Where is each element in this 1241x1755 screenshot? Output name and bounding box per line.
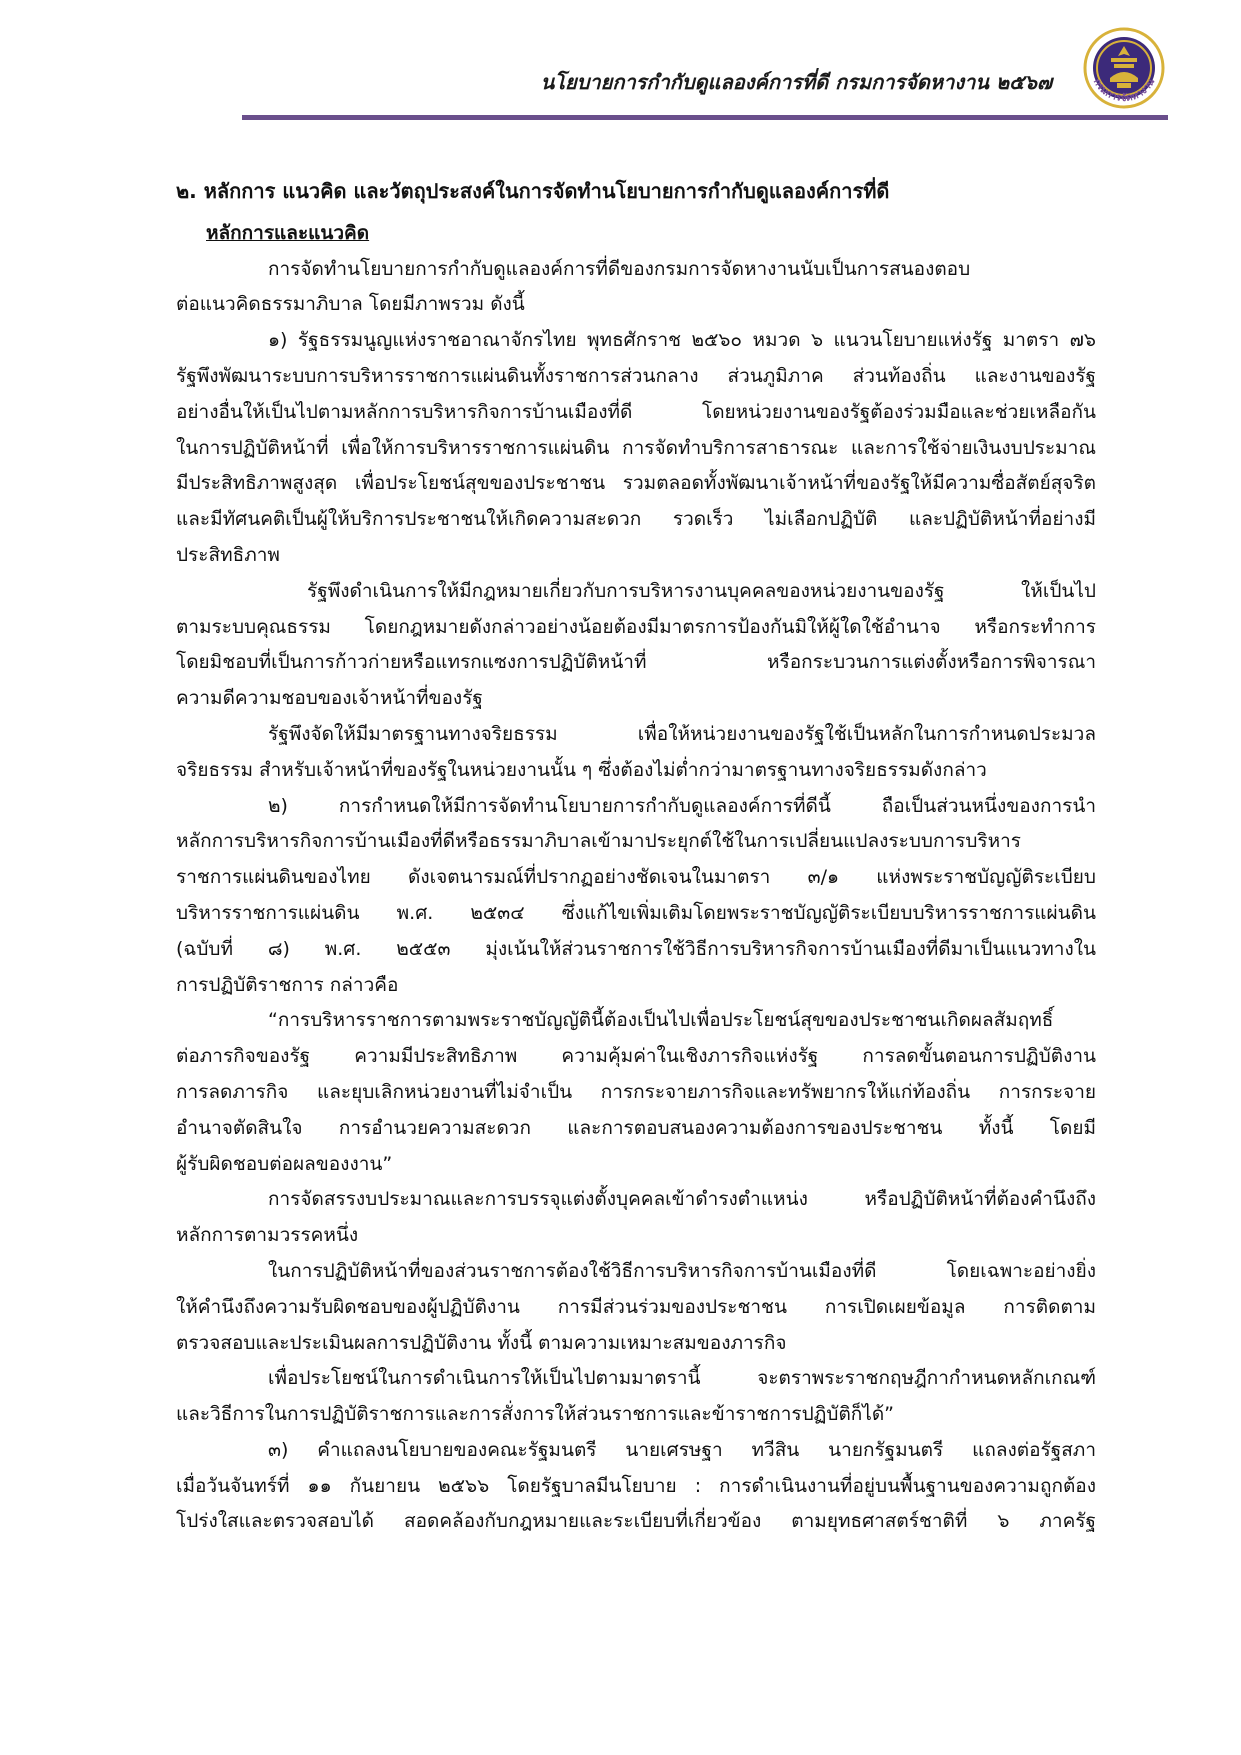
paragraph	[176, 323, 1096, 574]
paragraph-line: เมื่อวันจันทร์ที่ ๑๑ กันยายน ๒๕๖๖ โดยรัฐบาลมีนโยบาย : การดำเนินงานที่อยู่บนพื้นฐานของความถูกต้อง	[176, 1474, 1096, 1497]
paragraph-line: ตามระบบคุณธรรม โดยกฎหมายดังกล่าวอย่างน้อยต้องมีมาตรการป้องกันมิให้ผู้ใดใช้อำนาจ หรือกระทำการ	[176, 615, 1096, 638]
paragraph-line: อำนาจตัดสินใจ การอำนวยความสะดวก และการตอบสนองความต้องการของประชาชน ทั้งนี้ โดยมี	[176, 1116, 1096, 1139]
paragraph	[176, 1254, 1096, 1361]
paragraph	[176, 252, 1096, 324]
paragraph-line: (ฉบับที่ ๘) พ.ศ. ๒๕๕๓ มุ่งเน้นให้ส่วนราชการใช้วิธีการบริหารกิจการบ้านเมืองที่ดีมาเป็นแนวทางใน	[176, 937, 1096, 960]
document-body	[176, 160, 1096, 1540]
paragraph	[176, 1182, 1096, 1254]
paragraph-line: การจัดสรรงบประมาณและการบรรจุแต่งตั้งบุคคลเข้าดำรงตำแหน่ง หรือปฏิบัติหน้าที่ต้องคำนึงถึง	[268, 1188, 1096, 1211]
paragraph-line: รัฐพึงดำเนินการให้มีกฎหมายเกี่ยวกับการบริหารงานบุคคลของหน่วยงานของรัฐ ให้เป็นไป	[307, 579, 1096, 602]
paragraph-line: “การบริหารราชการตามพระราชบัญญัตินี้ต้องเป็นไปเพื่อประโยชน์สุขของประชาชนเกิดผลสัมฤทธิ์	[268, 1009, 1054, 1032]
paragraph-line: โปร่งใสและตรวจสอบได้ สอดคล้องกับกฎหมายและระเบียบที่เกี่ยวข้อง ตามยุทธศาสตร์ชาติที่ ๖ ภาครัฐ	[176, 1510, 1096, 1533]
paragraph-line: ๑) รัฐธรรมนูญแห่งราชอาณาจักรไทย พุทธศักราช ๒๕๖๐ หมวด ๖ แนวนโยบายแห่งรัฐ มาตรา ๗๖	[268, 329, 1096, 352]
paragraph-line: ให้คำนึงถึงความรับผิดชอบของผู้ปฏิบัติงาน การมีส่วนร่วมของประชาชน การเปิดเผยข้อมูล การติดตาม	[176, 1295, 1096, 1318]
paragraph-line: ประสิทธิภาพ	[176, 543, 280, 566]
paragraph-line: จริยธรรม สำหรับเจ้าหน้าที่ของรัฐในหน่วยงานนั้น ๆ ซึ่งต้องไม่ต่ำกว่ามาตรฐานทางจริยธรรมดังกล่าว	[176, 758, 987, 781]
paragraph-line: ตรวจสอบและประเมินผลการปฏิบัติงาน ทั้งนี้ ตามความเหมาะสมของภารกิจ	[176, 1331, 787, 1354]
page-header-title: นโยบายการกำกับดูแลองค์การที่ดี กรมการจัดหางาน ๒๕๖๗	[540, 70, 1052, 94]
paragraph-line: ในการปฏิบัติหน้าที่ เพื่อให้การบริหารราชการแผ่นดิน การจัดทำบริการสาธารณะ และการใช้จ่ายเงินงบประมาณ	[176, 436, 1096, 459]
paragraph-line: และมีทัศนคติเป็นผู้ให้บริการประชาชนให้เกิดความสะดวก รวดเร็ว ไม่เลือกปฏิบัติ และปฏิบัติหน้าที่อย่างมี	[176, 508, 1096, 531]
header-divider	[242, 115, 1168, 120]
paragraph-line: การปฏิบัติราชการ กล่าวคือ	[176, 973, 399, 996]
paragraph-line: การจัดทำนโยบายการกำกับดูแลองค์การที่ดีของกรมการจัดหางานนับเป็นการสนองตอบ	[268, 257, 971, 280]
subheading-principles: หลักการและแนวคิด	[206, 221, 370, 244]
paragraph-line: และวิธีการในการปฏิบัติราชการและการสั่งการให้ส่วนราชการและข้าราชการปฏิบัติก็ได้”	[176, 1403, 895, 1426]
paragraph-line: การลดภารกิจ และยุบเลิกหน่วยงานที่ไม่จำเป็น การกระจายภารกิจและทรัพยากรให้แก่ท้องถิ่น การกระจาย	[176, 1080, 1096, 1103]
paragraph-line: เพื่อประโยชน์ในการดำเนินการให้เป็นไปตามมาตรานี้ จะตราพระราชกฤษฎีกากำหนดหลักเกณฑ์	[268, 1367, 1096, 1390]
paragraph-line: รัฐพึงจัดให้มีมาตรฐานทางจริยธรรม เพื่อให้หน่วยงานของรัฐใช้เป็นหลักในการกำหนดประมวล	[268, 722, 1096, 745]
paragraph	[176, 1433, 1096, 1540]
paragraph-line: โดยมิชอบที่เป็นการก้าวก่ายหรือแทรกแซงการปฏิบัติหน้าที่ หรือกระบวนการแต่งตั้งหรือการพิจารณา	[176, 651, 1096, 674]
paragraph-line: มีประสิทธิภาพสูงสุด เพื่อประโยชน์สุขของประชาชน รวมตลอดทั้งพัฒนาเจ้าหน้าที่ของรัฐให้มีความซื่อสัตย์สุจริต	[176, 472, 1096, 495]
department-logo	[1083, 26, 1165, 110]
paragraph	[176, 789, 1096, 1004]
paragraph	[176, 717, 1096, 789]
paragraph-line: ต่อแนวคิดธรรมาภิบาล โดยมีภาพรวม ดังนี้	[176, 293, 525, 316]
paragraph	[176, 1361, 1096, 1433]
paragraph-line: ผู้รับผิดชอบต่อผลของงาน”	[176, 1152, 393, 1175]
paragraph	[176, 1003, 1096, 1182]
paragraph-line: ราชการแผ่นดินของไทย ดังเจตนารมณ์ที่ปรากฏอย่างชัดเจนในมาตรา ๓/๑ แห่งพระราชบัญญัติระเบียบ	[176, 866, 1096, 889]
paragraph-line: รัฐพึงพัฒนาระบบการบริหารราชการแผ่นดินทั้งราชการส่วนกลาง ส่วนภูมิภาค ส่วนท้องถิ่น และงานของรัฐ	[176, 364, 1096, 387]
logo-text: กรมการจัดหางาน	[1090, 77, 1158, 105]
paragraph-line: ๒) การกำหนดให้มีการจัดทำนโยบายการกำกับดูแลองค์การที่ดีนี้ ถือเป็นส่วนหนึ่งของการนำ	[268, 794, 1096, 817]
paragraph-line: ๓) คำแถลงนโยบายของคณะรัฐมนตรี นายเศรษฐา ทวีสิน นายกรัฐมนตรี แถลงต่อรัฐสภา	[268, 1438, 1096, 1461]
paragraph-line: ความดีความชอบของเจ้าหน้าที่ของรัฐ	[176, 687, 483, 710]
paragraph-line: บริหารราชการแผ่นดิน พ.ศ. ๒๕๓๔ ซึ่งแก้ไขเพิ่มเติมโดยพระราชบัญญัติระเบียบบริหารราชการแผ่นดิน	[176, 901, 1096, 924]
paragraph-line: ในการปฏิบัติหน้าที่ของส่วนราชการต้องใช้วิธีการบริหารกิจการบ้านเมืองที่ดี โดยเฉพาะอย่างยิ่ง	[268, 1259, 1096, 1282]
paragraph-list	[176, 252, 1096, 1541]
paragraph-line: หลักการตามวรรคหนึ่ง	[176, 1224, 359, 1247]
section-heading: ๒. หลักการ แนวคิด และวัตถุประสงค์ในการจัดทำนโยบายการกำกับดูแลองค์การที่ดี	[176, 179, 890, 203]
paragraph	[176, 574, 1096, 717]
paragraph-line: หลักการบริหารกิจการบ้านเมืองที่ดีหรือธรรมาภิบาลเข้ามาประยุกต์ใช้ในการเปลี่ยนแปลงระบบการบริหาร	[176, 830, 1021, 853]
paragraph-line: อย่างอื่นให้เป็นไปตามหลักการบริหารกิจการบ้านเมืองที่ดี โดยหน่วยงานของรัฐต้องร่วมมือและช่วยเหลือกัน	[176, 400, 1096, 423]
paragraph-line: ต่อภารกิจของรัฐ ความมีประสิทธิภาพ ความคุ้มค่าในเชิงภารกิจแห่งรัฐ การลดขั้นตอนการปฏิบัติงาน	[176, 1045, 1096, 1068]
